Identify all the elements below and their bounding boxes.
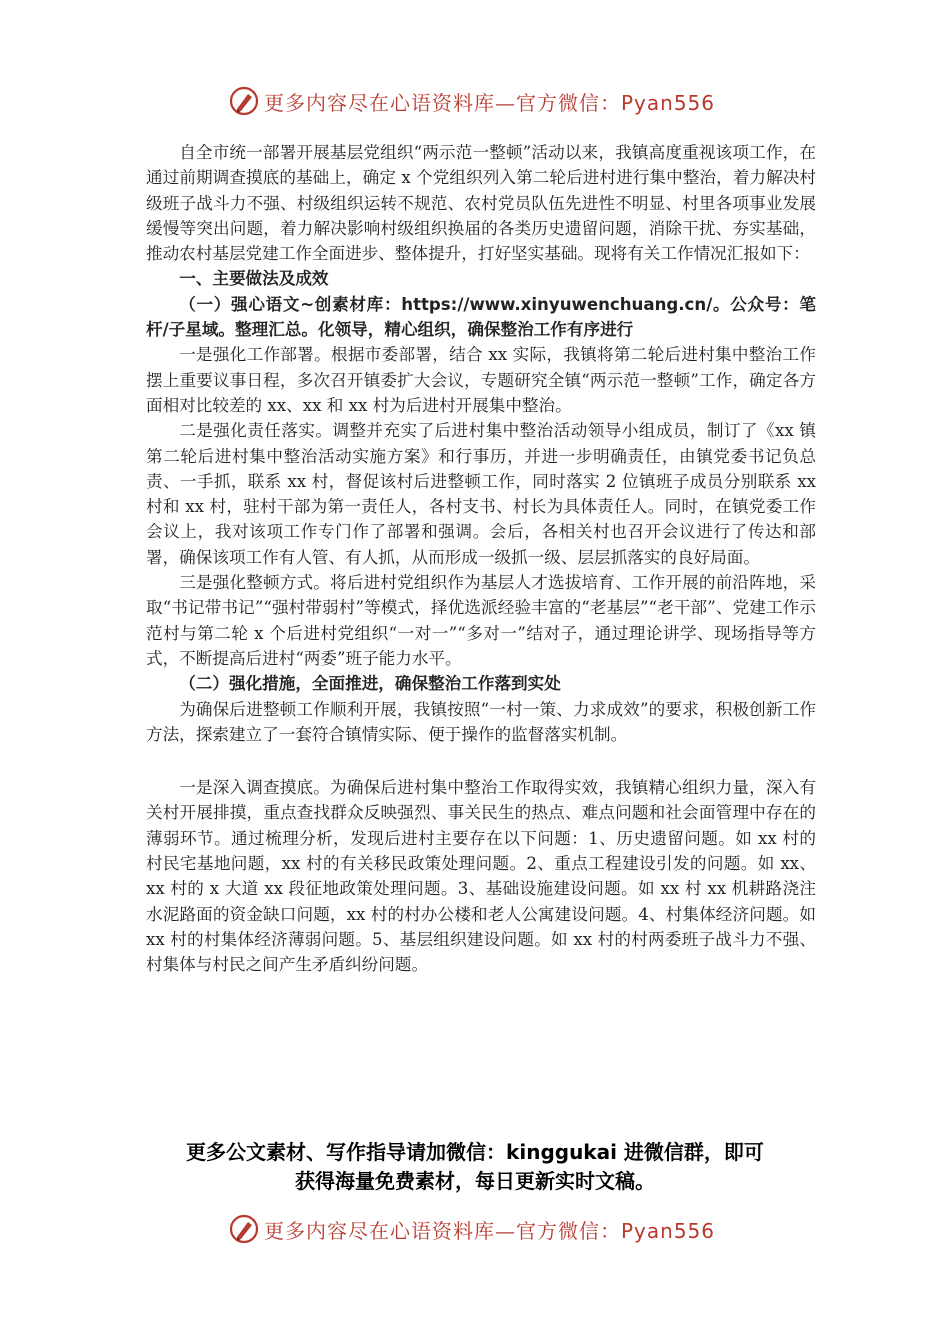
- paragraph: 为确保后进整顿工作顺利开展，我镇按照“一村一策、力求成效”的要求，积极创新工作方法，探索建立了一套符合镇情实际、便于操作的监督落实机制。: [146, 699, 816, 744]
- paragraph: 一是深入调查摸底。为确保后进村集中整治工作取得实效，我镇精心组织力量，深入有关村开展排摸，重点查找群众反映强烈、事关民生的热点、难点问题和社会面管理中存在的薄弱环节。通过梳理分析，发现后进村主要存在以下问题：1、历史遗留问题。如 xx 村的村民宅基地问题，xx 村的有关移民政策处理问题。2、重点工程建设引发的问题。如 xx、xx 村的 x 大道 xx 段征地政策处理问题。3、基础设施建设问题。如 xx 村 xx 机耕路浇注水泥路面的资金缺口问题，xx 村的村办公楼和老人公寓建设问题。4、村集体经济问题。如 xx 村的村集体经济薄弱问题。5、基层组织建设问题。如 xx 村的村两委班子战斗力不强、村集体与村民之间产生矛盾纠纷问题。: [146, 778, 816, 975]
- promo-block: [120, 1138, 830, 1196]
- promo-line: 获得海量免费素材，每日更新实时文稿。: [295, 1169, 655, 1193]
- header-banner-text: 更多内容尽在心语资料库—官方微信：Pyan556: [264, 90, 716, 115]
- promo-line: 更多公文素材、写作指导请加微信：kinggukai 进微信群，即可: [186, 1140, 764, 1164]
- document-body: [146, 140, 816, 978]
- paragraph: 一是强化工作部署。根据市委部署，结合 xx 实际，我镇将第二轮后进村集中整治工作摆上重要议事日程，多次召开镇委扩大会议，专题研究全镇“两示范一整顿”工作，确定各方面相对比较差的 xx、xx 和 xx 村为后进村开展集中整治。: [146, 345, 816, 415]
- footer-wechat-id: Pyan556: [621, 1218, 716, 1243]
- header-wechat-id: Pyan556: [621, 90, 716, 115]
- header-banner: [228, 84, 728, 118]
- paragraph: 二是强化责任落实。调整并充实了后进村集中整治活动领导小组成员，制订了《xx 镇第二轮后进村集中整治活动实施方案》和行事历，并进一步明确责任，由镇党委书记负总责、一手抓，联系 xx 村，督促该村后进整顿工作，同时落实 2 位镇班子成员分别联系 xx 村和 xx 村，驻村干部为第一责任人，各村支书、村长为具体责任人。同时，在镇党委工作会议上，我对该项工作专门作了部署和强调。会后，各相关村也召开会议进行了传达和部署，确保该项工作有人管、有人抓，从而形成一级抓一级、层层抓落实的良好局面。: [146, 421, 816, 567]
- subsection-heading: （二）强化措施，全面推进，确保整治工作落到实处: [179, 674, 561, 694]
- pen-nib-logo-icon: [228, 1213, 260, 1245]
- footer-banner-text: 更多内容尽在心语资料库—官方微信：Pyan556: [264, 1218, 716, 1243]
- subsection-heading: （一）强心语文~创素材库：https://www.xinyuwenchuang.cn/。公众号：笔杆/子星域。整理汇总。化领导，精心组织，确保整治工作有序进行: [146, 294, 816, 340]
- pen-nib-logo-icon: [228, 85, 260, 117]
- intro-paragraph: 自全市统一部署开展基层党组织“两示范一整顿”活动以来，我镇高度重视该项工作，在通过前期调查摸底的基础上，确定 x 个党组织列入第二轮后进村进行集中整治，着力解决村级班子战斗力不强、村级组织运转不规范、农村党员队伍先进性不明显、村里各项事业发展缓慢等突出问题，着力解决影响村级组织换届的各类历史遗留问题，消除干扰、夯实基础，推动农村基层党建工作全面进步、整体提升，打好坚实基础。现将有关工作情况汇报如下：: [146, 143, 816, 264]
- paragraph: 三是强化整顿方式。将后进村党组织作为基层人才选拔培育、工作开展的前沿阵地，采取“书记带书记”“强村带弱村”等模式，择优选派经验丰富的“老基层”“老干部”、党建工作示范村与第二轮 x 个后进村党组织“一对一”“多对一”结对子，通过理论讲学、现场指导等方式，不断提高后进村“两委”班子能力水平。: [146, 573, 816, 668]
- footer-banner: [228, 1212, 728, 1246]
- spacer: [146, 747, 816, 775]
- section-heading: 一、主要做法及成效: [179, 269, 329, 289]
